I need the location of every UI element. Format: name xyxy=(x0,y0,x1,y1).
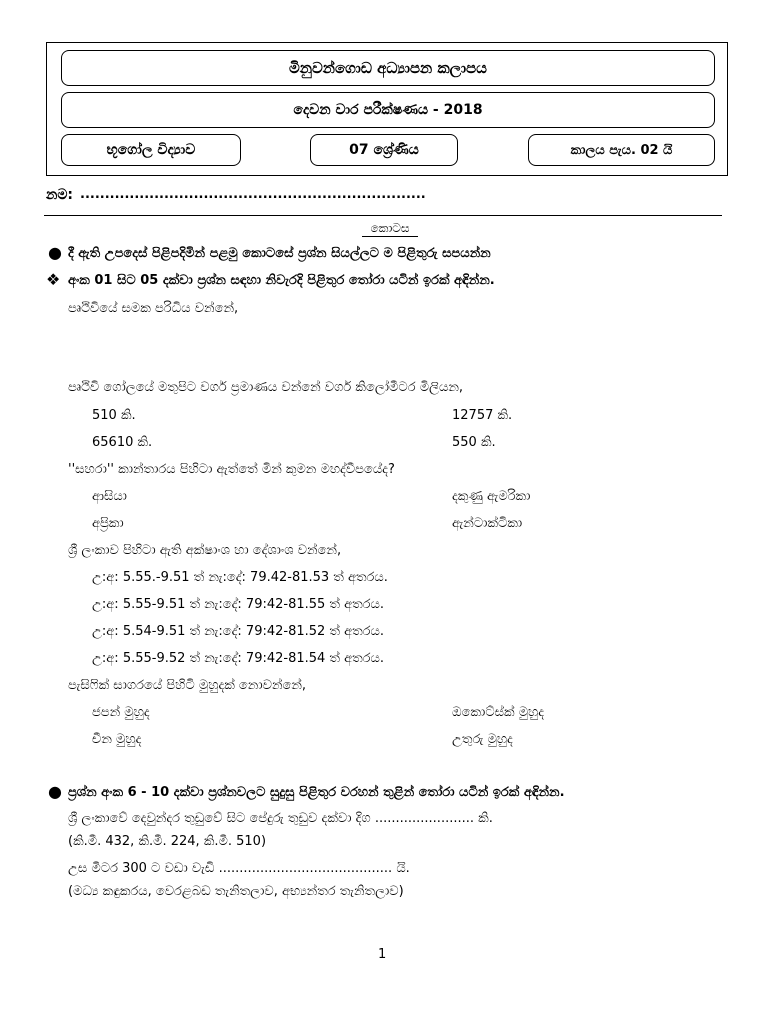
q5-option-3[interactable]: චීන මුහුද xyxy=(92,732,142,747)
question-7: උස මීටර 300 ට වඩා වැඩි .......................................... යි. xyxy=(68,861,410,876)
exam-title: දෙවන වාර පරීක්ෂණය - 2018 xyxy=(61,92,715,128)
question-6-choices[interactable]: (කි.මී. 432, කි.මී. 224, කි.මී. 510) xyxy=(68,834,267,849)
section2-instruction: ප්‍රශ්න අංක 6 - 10 දක්වා ප්‍රශ්නවලට සුදුසු පිළිතුර වරහන් තුළින් තෝරා යටින් ඉරක් අඳින්න. xyxy=(68,785,565,800)
q5-option-2[interactable]: ඔකොට්ස්ක් මුහුද xyxy=(452,705,545,720)
question-4: ශ්‍රී ලංකාව පිහිටා ඇති අක්ෂාංශ හා දේශාංශ වන්නේ, xyxy=(68,543,342,558)
general-instruction: දී ඇති උපදෙස් පිළිපදිමින් පළමු කොටසේ ප්‍රශ්න සියල්ලට ම පිළිතුරු සපයන්න xyxy=(68,246,491,261)
mcq-instruction: අංක 01 සිට 05 දක්වා ප්‍රශ්න සඳහා නිවැරදි පිළිතුර තෝරා යටින් ඉරක් අඳින්න. xyxy=(68,273,495,288)
q4-option-4[interactable]: උ:අ: 5.55-9.52 ත් නැ:දේ: 79:42-81.54 ත් අතරය. xyxy=(92,651,385,666)
name-dots: ...................................................................... xyxy=(80,187,426,202)
q3-option-4[interactable]: ඇන්ටාක්ටිකා xyxy=(452,516,523,531)
institution-title: මිනුවන්ගොඩ අධ්‍යාපන කලාපය xyxy=(61,50,715,86)
q2-option-4[interactable]: 550 කි. xyxy=(452,435,496,450)
name-label: නම: xyxy=(46,187,74,203)
q4-option-1[interactable]: උ:අ: 5.55.-9.51 ත් නැ:දේ: 79.42-81.53 ත් අතරය. xyxy=(92,570,388,585)
time-box: කාලය පැය. 02 යි xyxy=(528,134,715,166)
question-3: ''සහරා'' කාන්තාරය පිහිටා ඇත්තේ මින් කුමන මහද්වීපයේද? xyxy=(68,462,395,477)
q2-option-3[interactable]: 65610 කි. xyxy=(92,435,153,450)
bullet-icon: ● xyxy=(48,782,62,801)
q2-option-1[interactable]: 510 කි. xyxy=(92,408,136,423)
q3-option-3[interactable]: අප්‍රිකා xyxy=(92,516,124,531)
q3-option-2[interactable]: දකුණු ඇමරිකා xyxy=(452,489,531,504)
question-5: පැසිෆික් සාගරයේ පිහිටි මුහුදක් නොවන්නේ, xyxy=(68,678,307,693)
divider-line xyxy=(44,215,722,216)
grade-box: 07 ශ්‍රේණිය xyxy=(310,134,458,166)
bullet-icon: ● xyxy=(48,243,62,262)
q2-option-2[interactable]: 12757 කි. xyxy=(452,408,513,423)
question-7-choices[interactable]: (මධ්‍ය කඳුකරය, වෙරළබඩ තැනිතලාව, අභ්‍යන්තර තැනිතලාව) xyxy=(68,884,404,899)
page-number: 1 xyxy=(378,947,387,962)
q3-option-1[interactable]: ආසියා xyxy=(92,489,127,504)
question-1: පෘථිවියේ සමක පරිධිය වන්නේ, xyxy=(68,301,239,316)
question-6: ශ්‍රී ලංකාවේ දෙවුන්දර තුඩුවේ සිට පේදුරු තුඩුව දක්වා දිග ........................ කි. xyxy=(68,811,493,826)
question-2: පෘථිවි ගෝලයේ මතුපිට වර්ග ප්‍රමාණය වන්නේ වර්ග කිලෝමීටර මිලියන, xyxy=(68,380,464,395)
q5-option-1[interactable]: ජපන් මුහුද xyxy=(92,705,150,720)
diamond-bullet-icon: ❖ xyxy=(46,270,61,289)
q4-option-2[interactable]: උ:අ: 5.55-9.51 ත් නැ:දේ: 79:42-81.55 ත් අතරය. xyxy=(92,597,385,612)
q4-option-3[interactable]: උ:අ: 5.54-9.51 ත් නැ:දේ: 79:42-81.52 ත් අතරය. xyxy=(92,624,385,639)
q5-option-4[interactable]: උතුරු මුහුද xyxy=(452,732,513,747)
part-label: කොටස xyxy=(362,220,418,237)
subject-box: භූගෝල විද්‍යාව xyxy=(61,134,241,166)
